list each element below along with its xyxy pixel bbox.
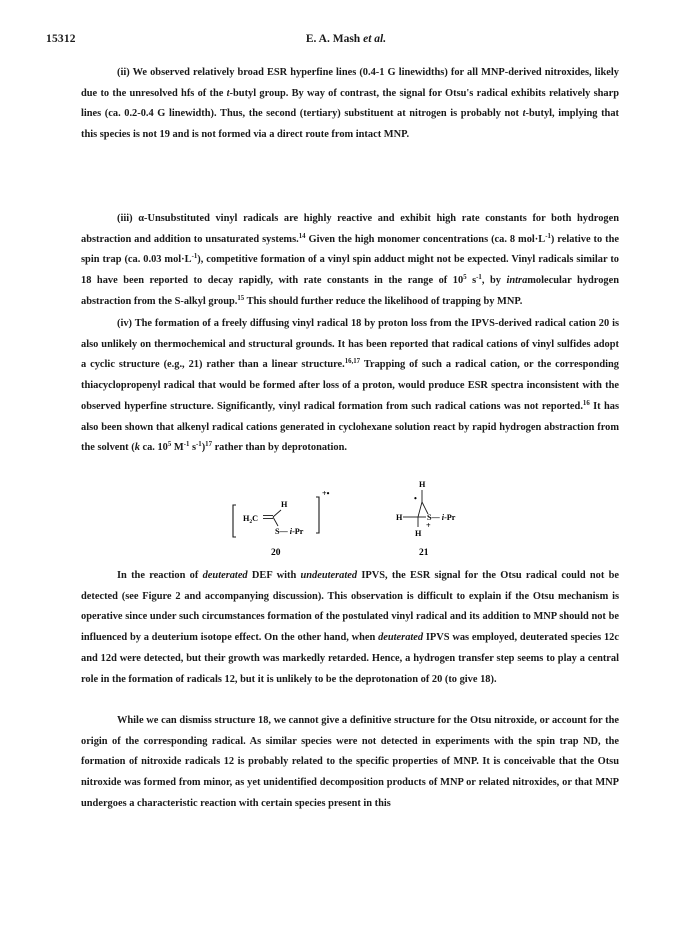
text-run: have been reported to decay rapidly, with rate constants in the range of 10 (91, 275, 464, 287)
compound-number: 12c (603, 632, 619, 644)
text-run: by proton loss from the IPVS-derived radical cation (361, 318, 599, 329)
author-name: E. A. Mash (305, 33, 361, 45)
author-et-al: et al. (363, 33, 387, 45)
reference-superscript: 16 (582, 399, 590, 407)
structures-svg (222, 477, 482, 557)
compound-label-21: 21 (419, 548, 429, 557)
compound-number: 18 (258, 715, 269, 726)
atom-h-left: H (396, 513, 403, 522)
text-run: In the reaction of (117, 570, 203, 581)
charge-label: +• (322, 489, 330, 498)
paragraph-deuterated (81, 566, 619, 690)
text-run: -butyl group. By way of contrast, the signal for Otsu's radical exhibits relatively sharp lines (ca. 0.2-0.4 G linewidth). Thus, the second (tertiary) substituent at nitrogen is probably not (81, 87, 619, 120)
text-run: ). (490, 673, 497, 685)
exponent: -1 (183, 441, 190, 449)
text-run: Trapping of such a radical cation, or the corresponding thiacyclopropenyl radical that would be formed after loss of a proton, would produce ESR spectra inconsistent with the observed hyperfine structure. Significantly, vinyl radical formation from such radical cations was not reported. (81, 359, 620, 412)
text-run: ), competitive formation of a vinyl spin adduct might not be expected. Vinyl radicals similar to (197, 254, 619, 266)
text-run: molecular hydrogen abstraction from the S-alkyl group. (81, 275, 619, 307)
text-run: IPVS, the ESR signal for the Otsu radical could not be detected (see Figure 2 and accompanying discussion). This observation is difficult to explain if the Otsu mechanism is operative since under such circumstances formation of the postulated vinyl radical and its addition to MNP should not be influenced by a deuterium isotope effect. On the other hand, when (81, 570, 619, 644)
text-run: is also unlikely on thermochemical and structural grounds. It has been reported that radical cations of vinyl sulfides adopt a cyclic structure (e.g., (81, 318, 620, 371)
s-ipr-group: S— i-Pr (275, 527, 304, 536)
paragraph-iv (81, 314, 619, 459)
compound-number: 20 (598, 318, 610, 329)
reference-superscript: 15 (237, 294, 245, 302)
text-run: and (81, 652, 101, 664)
text-run: ) rather than a linear structure. (198, 359, 345, 371)
text-run: (to give (442, 673, 481, 685)
structure-20 (233, 489, 330, 557)
exponent: 5 (167, 441, 172, 449)
text-run: ca. 10 (139, 442, 168, 454)
compound-number: 20 (431, 673, 443, 685)
text-run: This should further reduce the likelihood of trapping by MNP. (244, 295, 523, 307)
running-head (46, 33, 646, 49)
compound-number: 18 (81, 275, 92, 287)
reference-superscript: 14 (298, 232, 306, 240)
paragraph-iii (81, 209, 619, 313)
compound-number: 19 (159, 129, 170, 141)
bond-to-s (273, 517, 278, 526)
italic-t: t (226, 87, 230, 99)
exponent: -1 (191, 253, 198, 261)
italic-term: deuterated (378, 632, 424, 644)
atom-h-top: H (419, 480, 426, 489)
text-run: and is not formed via a direct route from intact MNP. (169, 129, 410, 141)
text-run: Given the high monomer concentrations (ca. 8 mol·L (305, 233, 546, 245)
text-run: M (171, 442, 184, 454)
text-run: -butyl, implying that this species is not (81, 108, 619, 141)
compound-number: 12 (223, 756, 235, 768)
charge-plus: + (426, 521, 431, 530)
structure-21 (396, 480, 456, 557)
italic-k: k (134, 442, 140, 454)
text-run: s (189, 442, 197, 454)
text-run: , but it is unlikely to be the deprotonation of (234, 673, 432, 685)
italic-intra: intra (506, 275, 528, 287)
text-run: ) (201, 442, 206, 454)
compound-label-20: 20 (271, 548, 281, 557)
paragraph-dismiss (81, 711, 619, 815)
text-run: were detected, but their growth was markedly retarded. Hence, a hydrogen transfer step seems to play a central role in the formation of radicals (81, 652, 620, 685)
compound-number: 18 (350, 318, 362, 329)
exponent: -1 (545, 232, 551, 240)
text-run: IPVS was employed, deuterated species (423, 632, 604, 644)
italic-term: deuterated (202, 570, 248, 581)
text-run: DEF with (247, 570, 301, 581)
atom-h-bottom: H (415, 529, 422, 538)
text-run: s (466, 275, 477, 287)
text-run: (iv) The formation of a freely diffusing vinyl radical (117, 318, 351, 329)
italic-t: t (522, 108, 526, 120)
ring-bond (418, 502, 422, 517)
text-run: is probably related to the specific properties of MNP. It is conceivable that the Otsu nitroxide was formed from minor, as yet unidentified decomposition products of MNP or related nitroxides, or that MNP undergoes a characteristic reaction with certain species present in this (81, 756, 619, 809)
right-bracket (316, 497, 319, 533)
compound-number: 12d (100, 652, 117, 664)
text-run: , we cannot give a definitive structure for the Otsu nitroxide, or account for the origin of the corresponding radical. As similar species were not detected in experiments with the spin trap ND, the formation of nitroxide radicals (81, 715, 619, 768)
text-run: ) relative to the spin trap (ca. 0.03 mol·L (81, 233, 619, 266)
compound-number: 21 (188, 359, 199, 371)
text-run: , by (481, 275, 507, 287)
text-run: (iii) α-Unsubstituted vinyl radicals are highly reactive and exhibit high rate constants for both hydrogen abstraction and addition to unsaturated systems. (81, 213, 619, 245)
radical-dot: • (414, 494, 417, 503)
bond-to-h (273, 510, 281, 517)
text-run: While we can dismiss structure (117, 715, 258, 726)
left-bracket (233, 505, 236, 537)
atom-h2c: $H_2C$ (243, 514, 259, 525)
text-run: (ii) We observed relatively broad ESR hyperfine lines (0.4-1 G linewidths) for all MNP-derived nitroxides, likely due to the unresolved hfs of the (81, 67, 619, 99)
italic-term: undeuterated (300, 570, 358, 581)
compound-number: 12 (224, 673, 235, 685)
reference-superscript: 16,17 (344, 358, 361, 366)
paragraph-ii (81, 63, 619, 146)
page-number: 15312 (46, 33, 76, 45)
reference-superscript: 17 (205, 441, 212, 449)
text-run: It has also been shown that alkenyl radical cations generated in cyclohexane solution react by rapid hydrogen abstraction from the solvent ( (81, 400, 619, 454)
atom-h-top: H (281, 500, 288, 509)
chemical-structures-figure (222, 477, 482, 557)
exponent: 5 (463, 274, 467, 282)
exponent: -1 (196, 441, 202, 449)
compound-number: 18 (480, 673, 491, 685)
s-ipr-group: S— i-Pr (427, 513, 456, 522)
exponent: -1 (476, 274, 482, 282)
text-run: rather than by deprotonation. (211, 442, 347, 454)
running-author (46, 33, 646, 45)
